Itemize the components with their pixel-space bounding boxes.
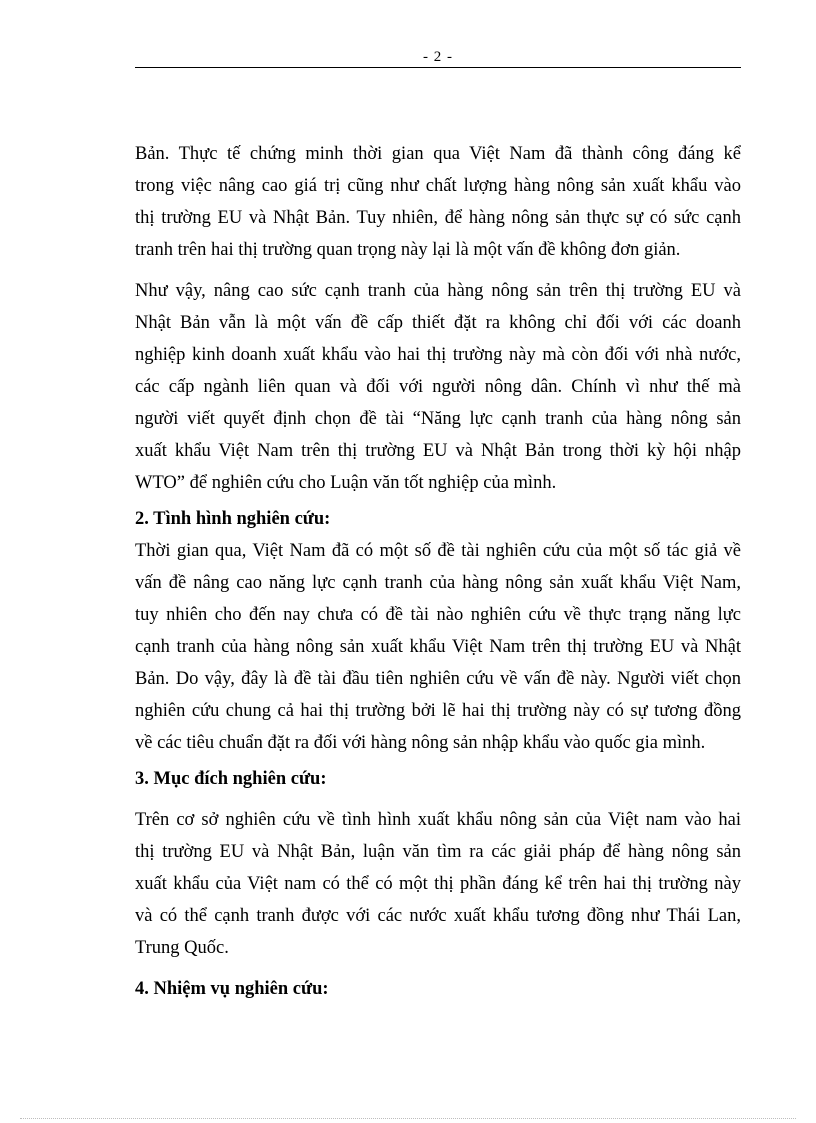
text-line: thị trường EU và Nhật Bản. Tuy nhiên, để hàng nông sản thực sự có sức cạnh bbox=[135, 208, 741, 228]
text-line: cạnh tranh của hàng nông sản xuất khẩu Việt Nam trên thị trường EU và Nhật bbox=[135, 637, 741, 657]
text-line: xuất khẩu Việt Nam trên thị trường EU và Nhật Bản trong thời kỳ hội nhập bbox=[135, 441, 741, 461]
paragraph-intro-continuation bbox=[135, 138, 741, 266]
text-line: các cấp ngành liên quan và đối với người nông dân. Chính vì như thế mà bbox=[135, 377, 741, 397]
text-line: WTO” để nghiên cứu cho Luận văn tốt nghiệp của mình. bbox=[135, 473, 557, 493]
text-line: thị trường EU và Nhật Bản, luận văn tìm ra các giải pháp để hàng nông sản bbox=[135, 842, 741, 862]
section-heading-research-purpose: 3. Mục đích nghiên cứu: bbox=[135, 769, 327, 789]
text-line: trong việc nâng cao giá trị cũng như chất lượng hàng nông sản xuất khẩu vào bbox=[135, 176, 741, 196]
text-line: nghiệp kinh doanh xuất khẩu vào hai thị trường này mà còn đối với nhà nước, bbox=[135, 345, 741, 365]
document-body bbox=[135, 138, 741, 1005]
text-line: Như vậy, nâng cao sức cạnh tranh của hàng nông sản trên thị trường EU và bbox=[135, 281, 741, 301]
text-line: và có thể cạnh tranh được với các nước xuất khẩu tương đồng như Thái Lan, bbox=[135, 906, 741, 926]
text-line: Nhật Bản vẫn là một vấn đề cấp thiết đặt ra không chỉ đối với các doanh bbox=[135, 313, 741, 333]
text-line: Thời gian qua, Việt Nam đã có một số đề tài nghiên cứu của một số tác giả về bbox=[135, 541, 741, 561]
text-line: vấn đề nâng cao năng lực cạnh tranh của hàng nông sản xuất khẩu Việt Nam, bbox=[135, 573, 741, 593]
paragraph-research-status bbox=[135, 535, 741, 759]
paragraph-research-purpose bbox=[135, 804, 741, 964]
section-heading-research-status: 2. Tình hình nghiên cứu: bbox=[135, 509, 331, 529]
text-line: xuất khẩu của Việt nam có thể có một thị phần đáng kể trên hai thị trường này bbox=[135, 874, 741, 894]
text-line: Trung Quốc. bbox=[135, 938, 229, 958]
text-line: Trên cơ sở nghiên cứu về tình hình xuất khẩu nông sản của Việt nam vào hai bbox=[135, 810, 741, 830]
text-line: tranh trên hai thị trường quan trọng này lại là một vấn đề không đơn giản. bbox=[135, 240, 681, 260]
section-heading-research-tasks: 4. Nhiệm vụ nghiên cứu: bbox=[135, 979, 329, 999]
page-number: - 2 - bbox=[423, 49, 453, 65]
text-line: người viết quyết định chọn đề tài “Năng lực cạnh tranh của hàng nông sản bbox=[135, 409, 741, 429]
text-line: Bản. Do vậy, đây là đề tài đầu tiên nghiên cứu về vấn đề này. Người viết chọn bbox=[135, 669, 741, 689]
text-line: Bản. Thực tế chứng minh thời gian qua Việt Nam đã thành công đáng kể bbox=[135, 144, 741, 164]
text-line: tuy nhiên cho đến nay chưa có đề tài nào nghiên cứu về thực trạng năng lực bbox=[135, 605, 741, 625]
page-bottom-border bbox=[20, 1118, 796, 1119]
paragraph-urgency bbox=[135, 275, 741, 499]
header-divider bbox=[135, 67, 741, 68]
text-line: về các tiêu chuẩn đặt ra đối với hàng nông sản nhập khẩu vào quốc gia mình. bbox=[135, 733, 706, 753]
text-line: nghiên cứu chung cả hai thị trường bởi lẽ hai thị trường này có sự tương đồng bbox=[135, 701, 741, 721]
